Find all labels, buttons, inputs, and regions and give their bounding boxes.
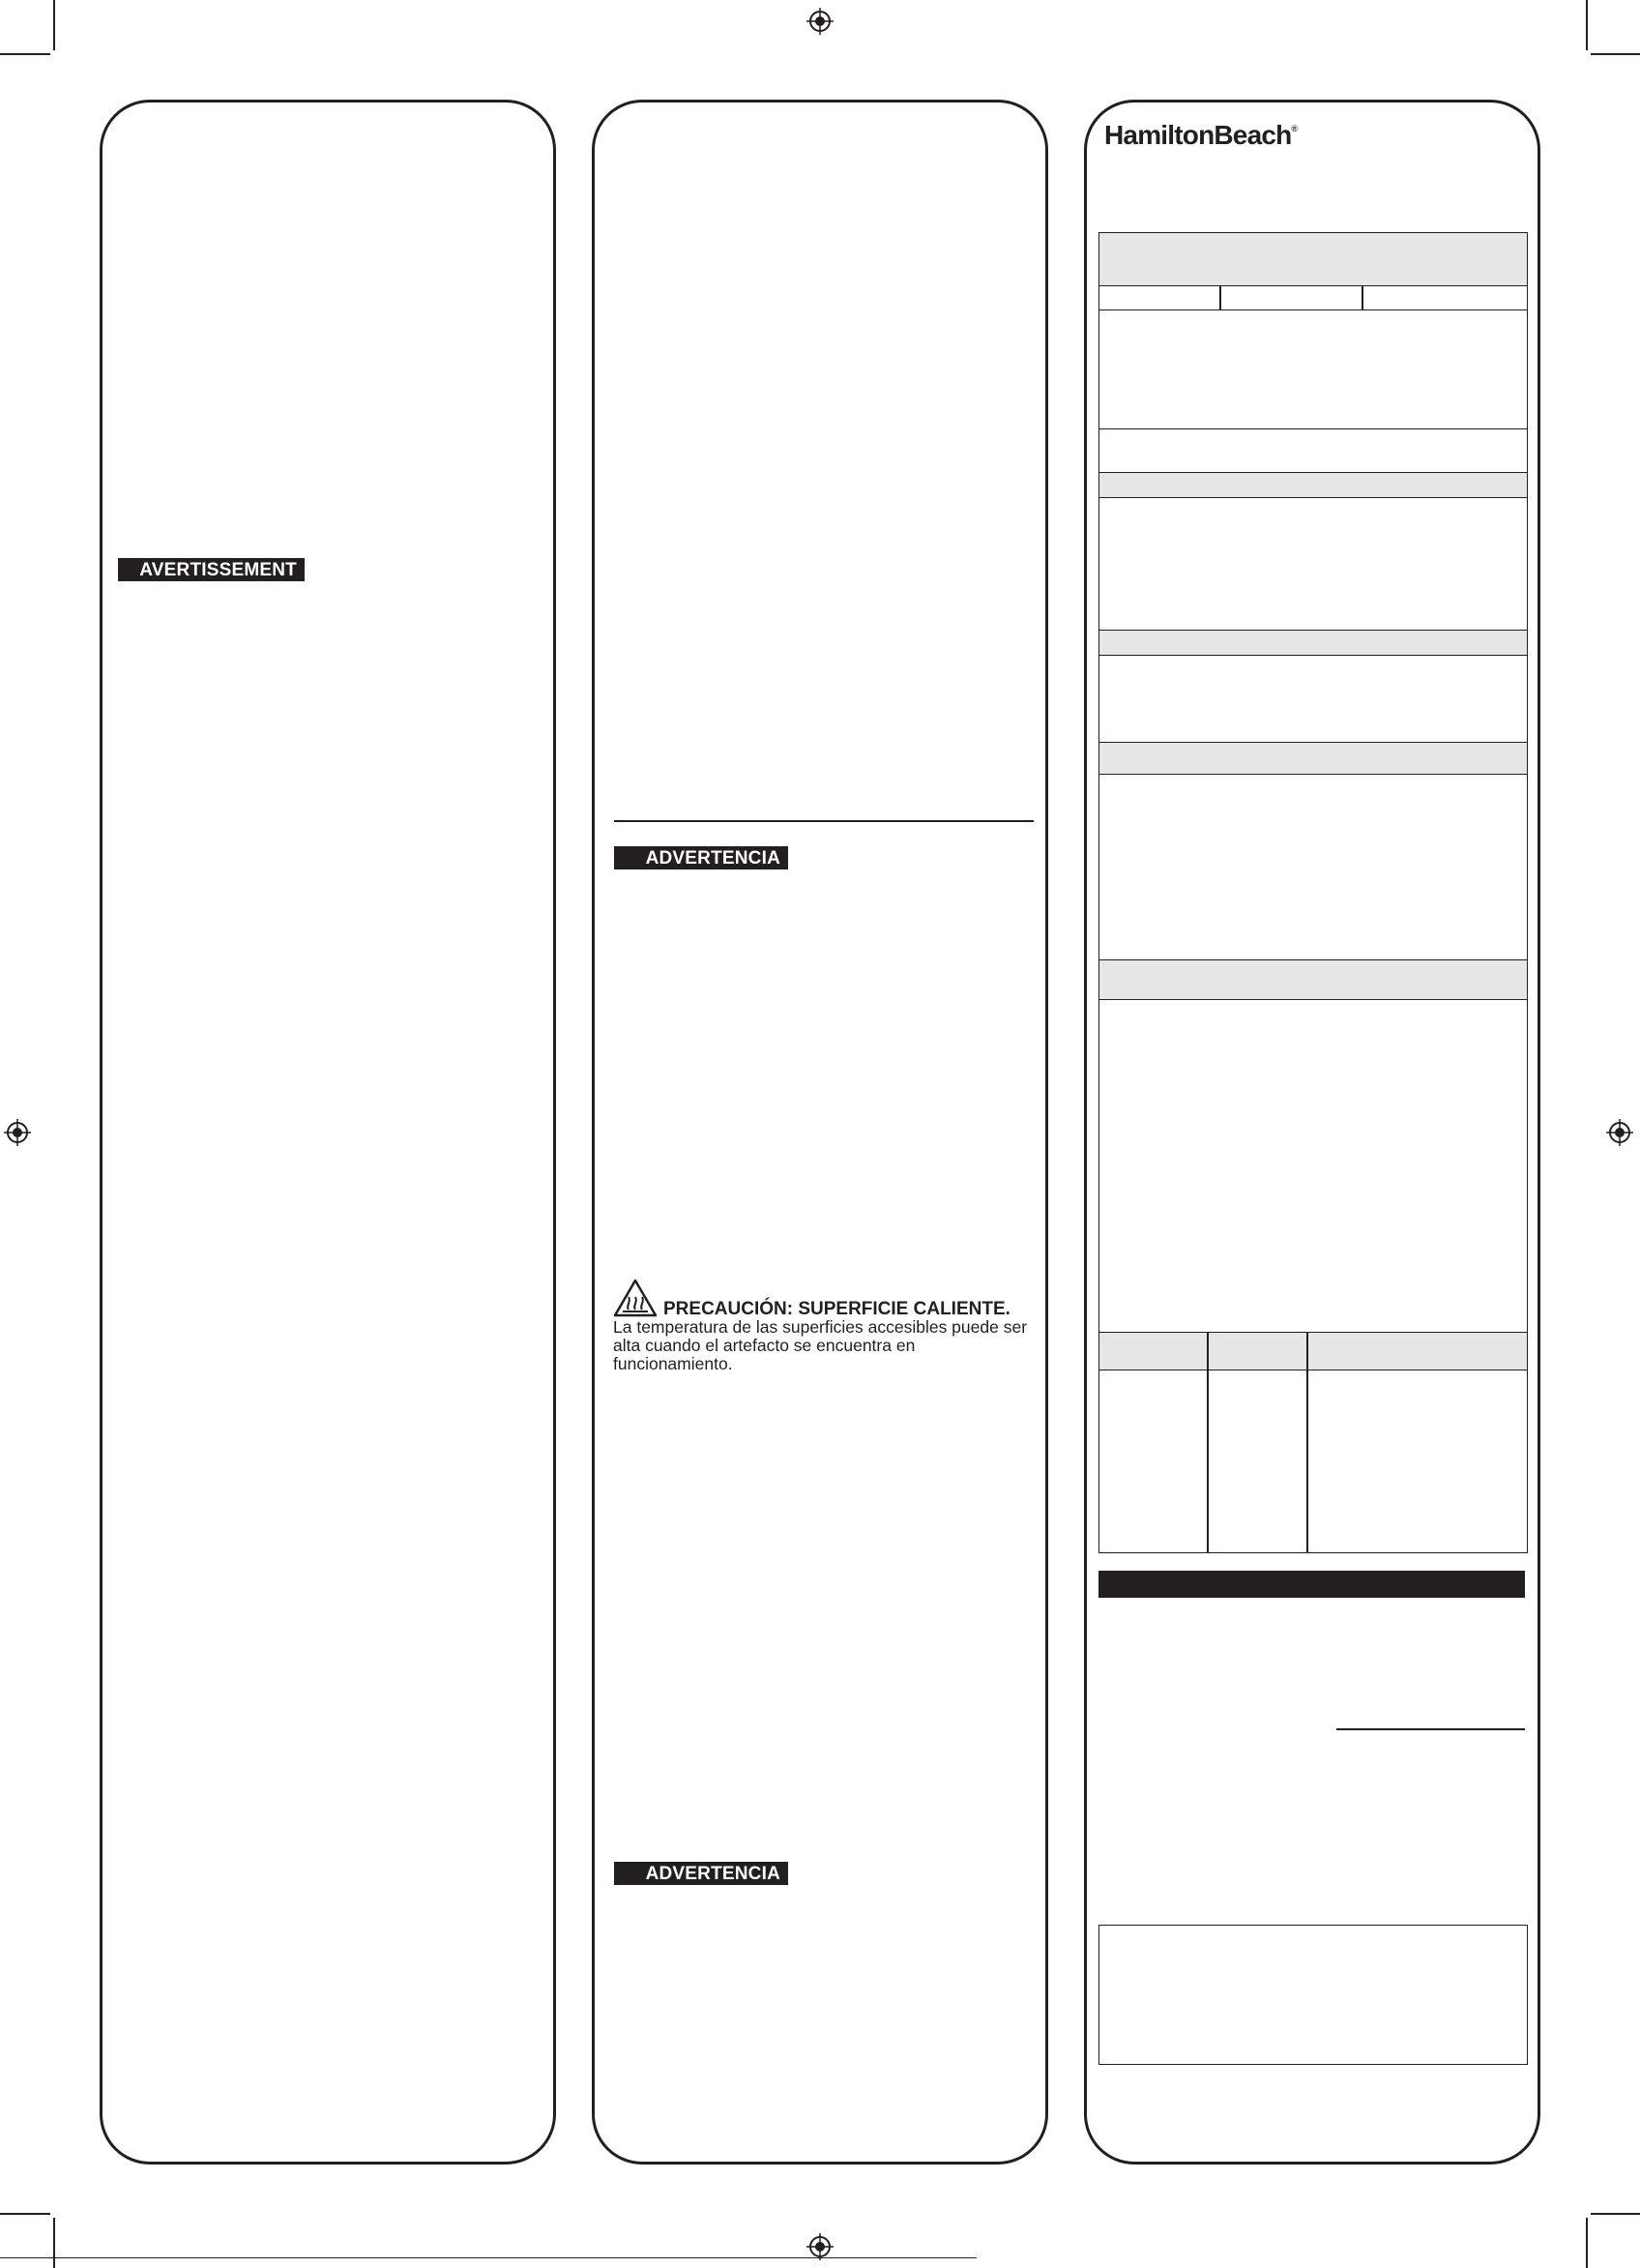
form-header-row: [1098, 232, 1528, 286]
hot-surface-warning-icon: [613, 1279, 658, 1317]
cell-divider: [1207, 1333, 1209, 1552]
form-section-header: [1098, 742, 1528, 775]
registration-mark-icon: [806, 2233, 834, 2260]
form-field-block[interactable]: [1098, 309, 1528, 429]
form-field-block[interactable]: [1098, 999, 1528, 1333]
registration-mark-icon: [4, 1119, 31, 1146]
registration-form: [1098, 232, 1528, 1557]
crop-mark: [1591, 2213, 1640, 2215]
cell-divider: [1219, 286, 1221, 310]
panel-left: [100, 100, 556, 2165]
crop-mark: [1591, 53, 1640, 55]
form-field-block[interactable]: [1098, 497, 1528, 631]
crop-mark: [1586, 0, 1588, 50]
section-divider: [614, 820, 1034, 822]
registration-mark-icon: [1606, 1119, 1633, 1146]
section-bar: [1098, 1571, 1525, 1598]
cell-divider: [1362, 286, 1363, 310]
cell-divider: [1306, 1333, 1308, 1552]
form-field-row[interactable]: [1098, 428, 1528, 473]
registration-mark-icon: [806, 8, 834, 35]
notice-box: [1098, 1925, 1528, 2065]
form-field-block[interactable]: [1098, 655, 1528, 743]
caution-title: PRECAUCIÓN: SUPERFICIE CALIENTE.: [663, 1299, 1010, 1319]
form-table-body[interactable]: [1098, 1370, 1528, 1553]
crop-mark: [1586, 2218, 1588, 2268]
brand-logo: [1104, 120, 1297, 151]
signature-line: [1336, 1728, 1525, 1730]
warning-badge-1: ADVERTENCIA: [614, 846, 788, 869]
crop-mark: [0, 53, 50, 55]
form-field-block[interactable]: [1098, 774, 1528, 960]
trademark-symbol: ®: [1291, 124, 1298, 133]
crop-mark: [53, 0, 55, 50]
form-table-header: [1098, 1332, 1528, 1370]
form-section-header: [1098, 959, 1528, 1000]
form-section-header: [1098, 630, 1528, 656]
panel-middle: [592, 100, 1048, 2165]
caution-body: La temperatura de las superficies accesibles puede ser alta cuando el artefacto se encuentra en funcionamiento.: [613, 1317, 1028, 1373]
warning-badge: AVERTISSEMENT: [118, 558, 305, 581]
bottom-trim-line: [0, 2257, 977, 2258]
brand-logo-text: HamiltonBeach: [1104, 120, 1292, 150]
warning-badge-2: ADVERTENCIA: [614, 1862, 788, 1885]
form-field-row[interactable]: [1098, 285, 1528, 310]
form-section-header: [1098, 472, 1528, 498]
crop-mark: [0, 2213, 50, 2215]
crop-mark: [53, 2218, 55, 2268]
